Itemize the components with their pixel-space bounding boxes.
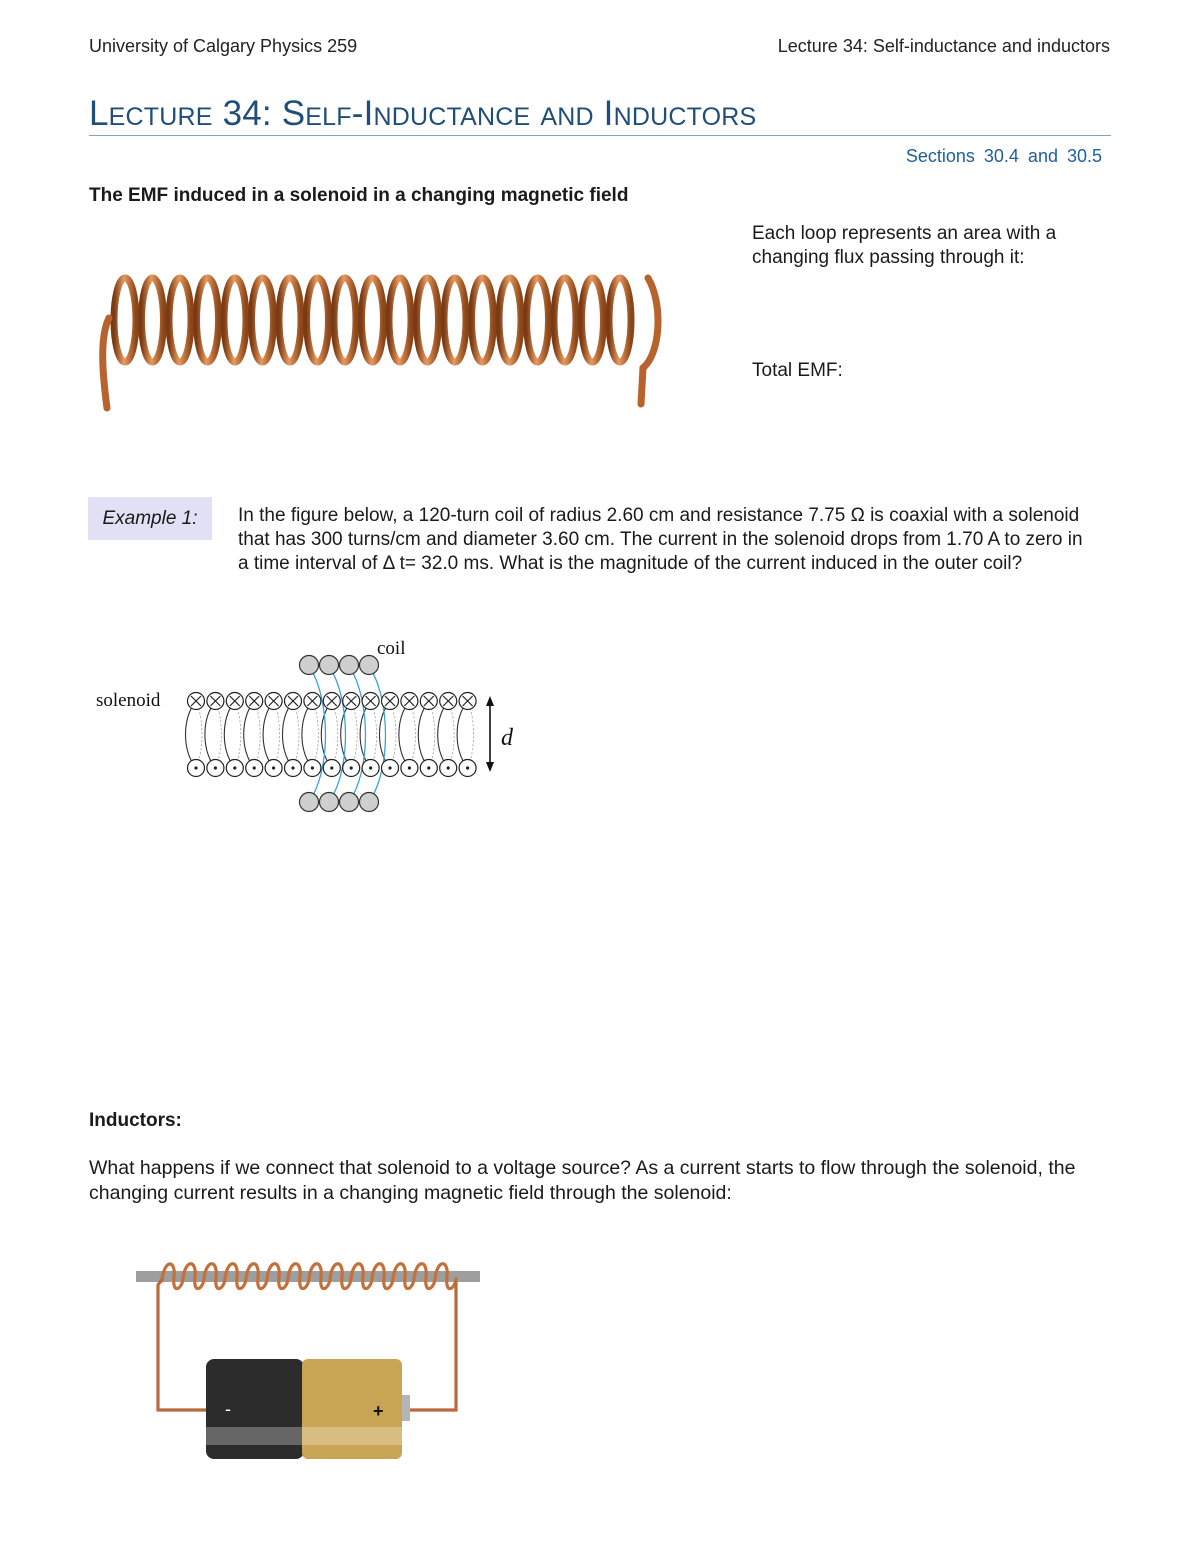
- example-problem-text: In the figure below, a 120-turn coil of radius 2.60 cm and resistance 7.75 Ω is coaxial with a solenoid that has 300 turns/cm and diameter 3.60 cm. The current in the solenoid drops from 1.70 A to zero in a time interval of Δ t= 32.0 ms. What is the magnitude of the current induced in the outer coil?: [238, 505, 1083, 574]
- battery-minus: -: [225, 1399, 231, 1419]
- inductors-heading: Inductors:: [89, 1110, 182, 1131]
- battery-icon: [206, 1359, 410, 1459]
- solenoid-coil-figure: [90, 630, 530, 820]
- copper-solenoid-image: [95, 258, 675, 418]
- coil-label: coil: [377, 638, 406, 659]
- diameter-label: d: [501, 725, 513, 751]
- sections-reference: Sections 30.4 and 30.5: [905, 146, 1102, 166]
- header-course: University of Calgary Physics 259: [89, 36, 358, 56]
- page-title: Lecture 34: Self-Inductance and Inductors: [89, 94, 757, 133]
- total-emf-label: Total EMF:: [752, 360, 843, 381]
- solenoid-label: solenoid: [96, 690, 161, 711]
- loop-note: Each loop represents an area with a changing flux passing through it:: [752, 223, 1057, 268]
- battery-plus: +: [373, 1401, 384, 1421]
- battery-circuit-diagram: [130, 1255, 490, 1470]
- inductors-text: What happens if we connect that solenoid to a voltage source? As a current starts to flow through the solenoid, the changing current results in a changing magnetic field through the solenoid:: [89, 1157, 1076, 1204]
- header-lecture: Lecture 34: Self-inductance and inductors: [777, 36, 1110, 56]
- title-divider: [89, 135, 1111, 136]
- emf-heading: The EMF induced in a solenoid in a changing magnetic field: [89, 185, 629, 206]
- example-label: Example 1:: [88, 497, 212, 540]
